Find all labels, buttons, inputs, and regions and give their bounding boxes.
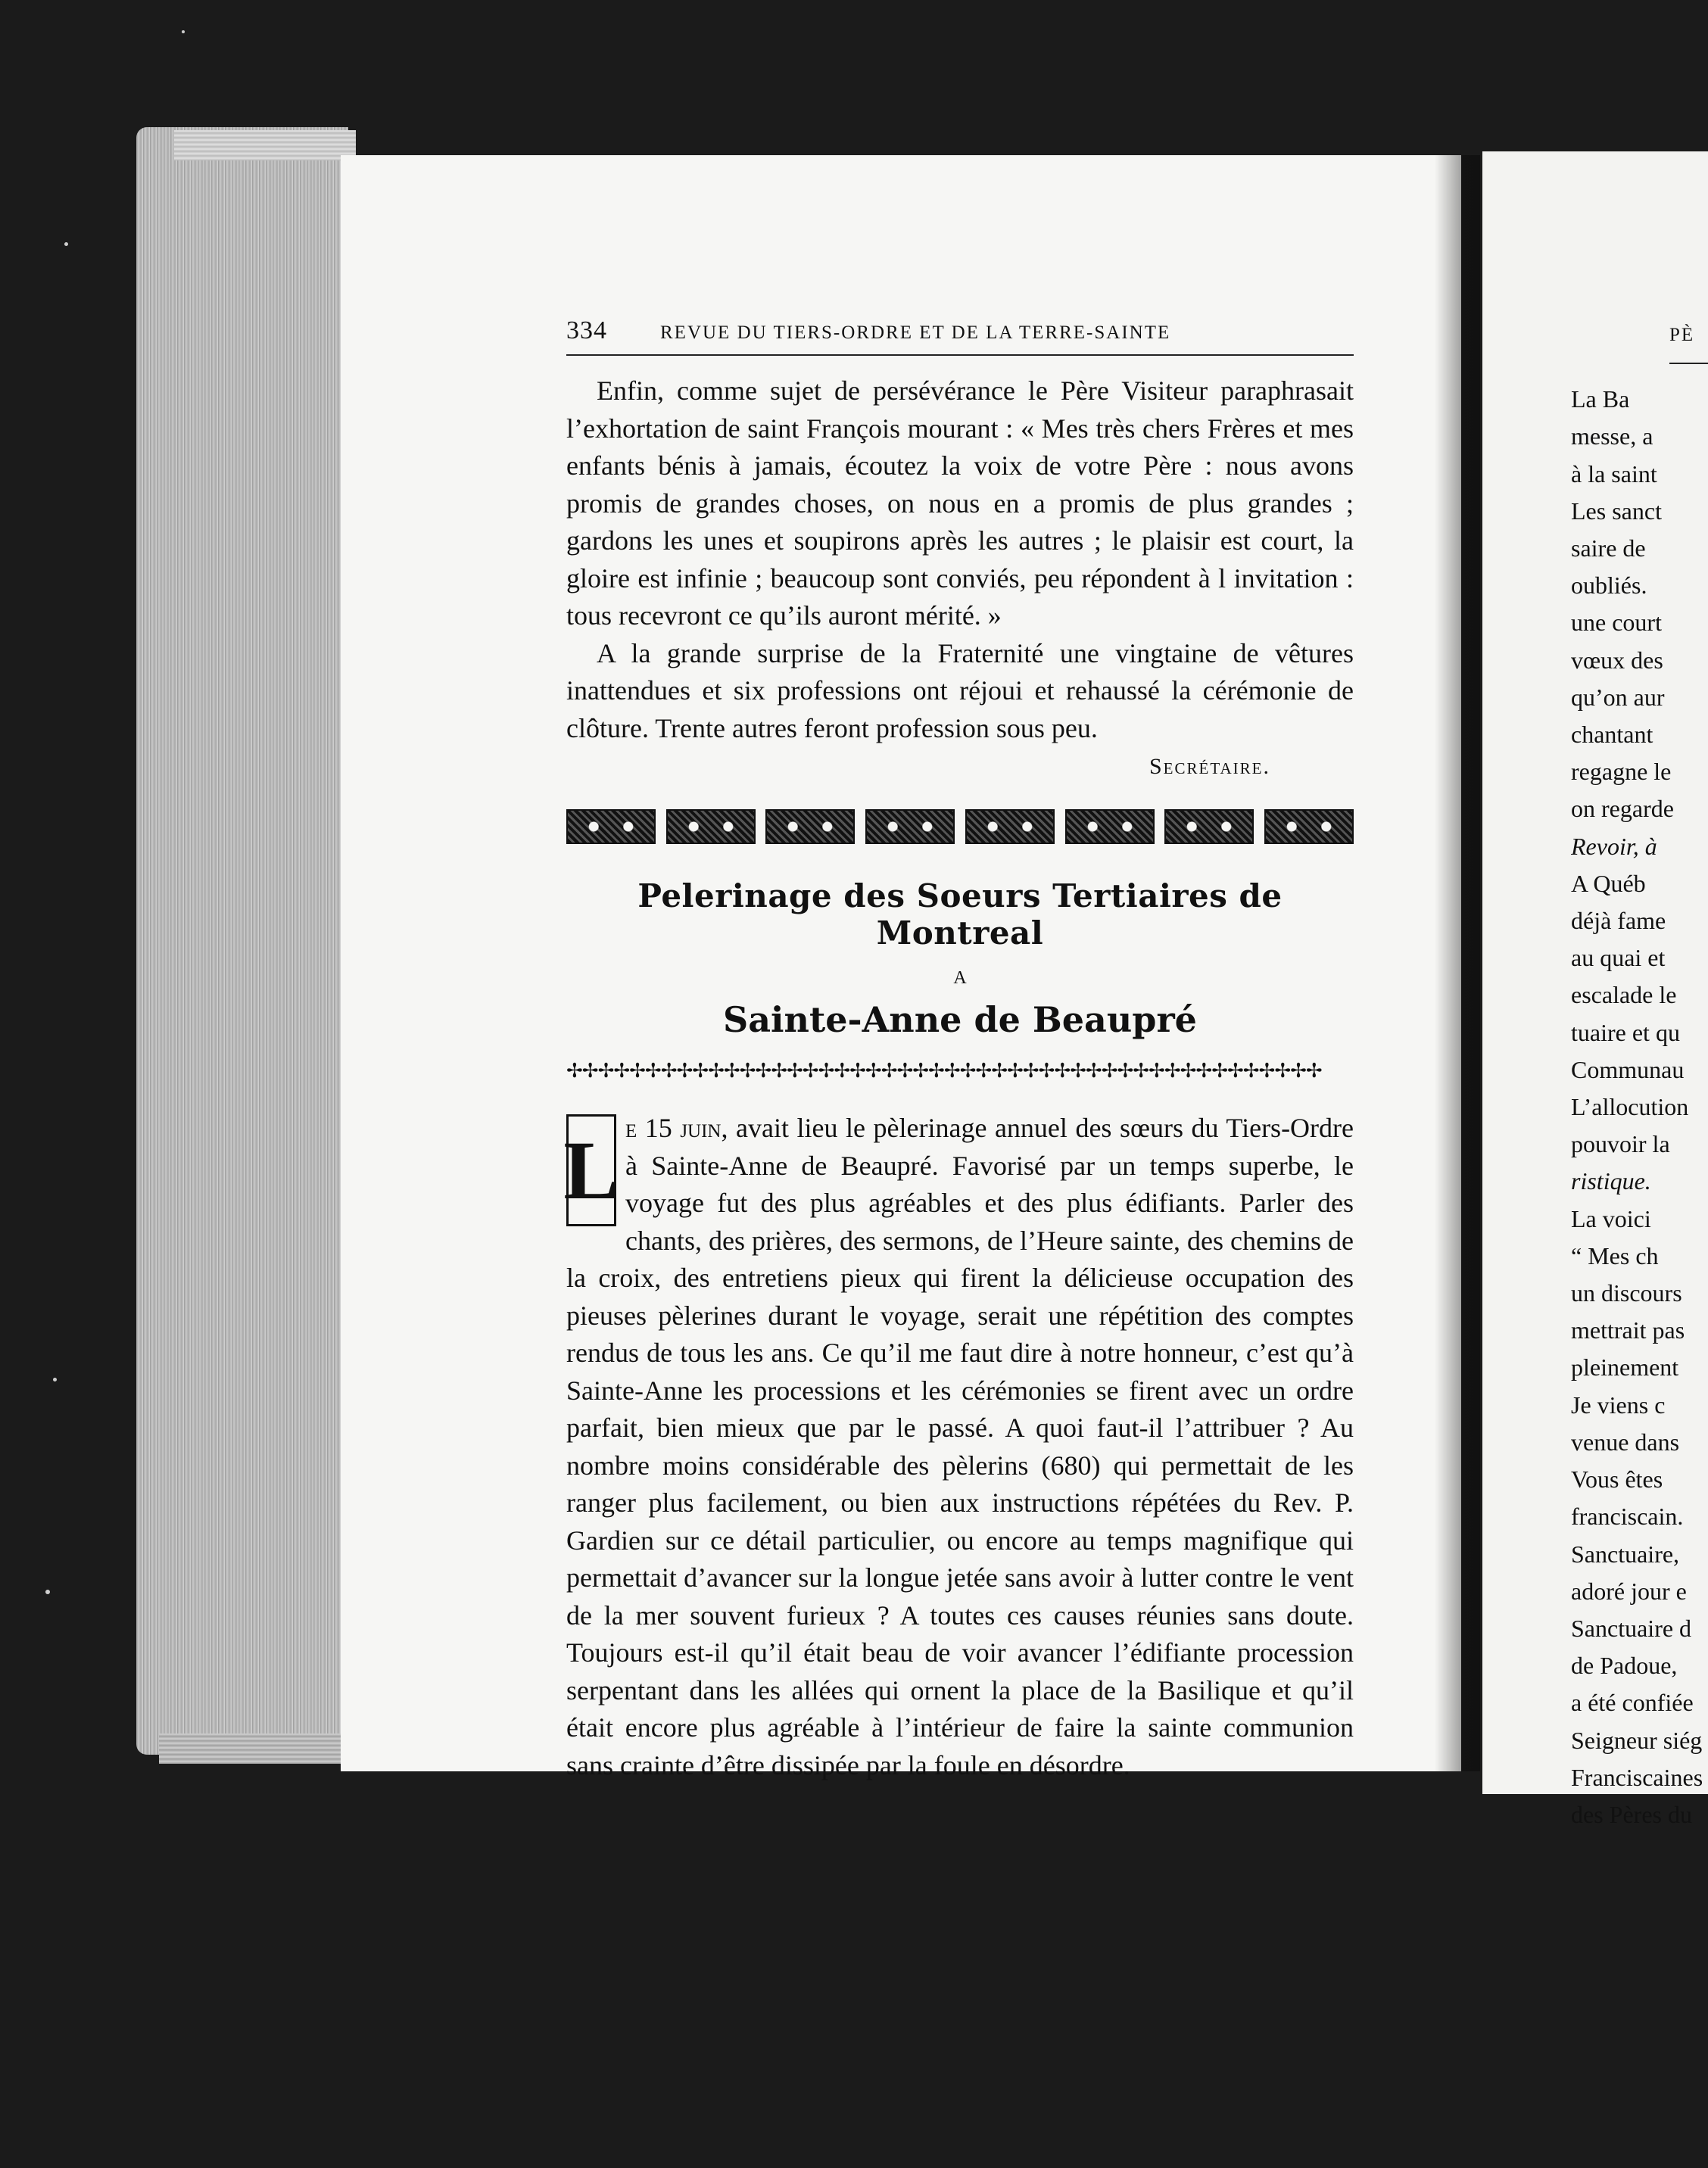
- article-connector: A: [953, 968, 967, 988]
- right-page-line: qu’on aur: [1571, 683, 1665, 711]
- ornament-tile: [865, 809, 955, 844]
- right-page-line: escalade le: [1571, 981, 1677, 1009]
- right-page-line: Communau: [1571, 1055, 1685, 1083]
- right-page-line: Sanctuaire,: [1571, 1540, 1680, 1568]
- right-page-line: franciscain.: [1571, 1503, 1684, 1531]
- right-page-line: Vous êtes: [1571, 1466, 1663, 1494]
- dust-speck: [64, 242, 68, 246]
- ornament-tile: [566, 809, 656, 844]
- article-title: Pelerinage des Soeurs Tertiaires de Montreal: [637, 877, 1283, 952]
- book-page-edges: [136, 127, 348, 1755]
- right-page-line: chantant: [1571, 721, 1653, 749]
- ornament-tile: [666, 809, 756, 844]
- right-page-line: La Ba: [1571, 385, 1630, 413]
- ornament-tile: [1264, 809, 1354, 844]
- book-page-edges-bottom: [159, 1733, 356, 1764]
- right-page-line: A Québ: [1571, 869, 1646, 897]
- signature: Secrétaire.: [1149, 754, 1270, 779]
- dust-speck: [182, 30, 185, 33]
- ornament-tile: [765, 809, 855, 844]
- right-page-line: de Padoue,: [1571, 1652, 1678, 1680]
- right-page-line: une court: [1571, 609, 1662, 637]
- right-running-head: PÈ: [1669, 316, 1708, 364]
- right-page-line: un discours: [1571, 1279, 1682, 1307]
- right-page-line: a été confiée: [1571, 1689, 1694, 1717]
- cross-ornament-rule: ✢✢✢✢✢✢✢✢✢✢✢✢✢✢✢✢✢✢✢✢✢✢✢✢✢✢✢✢✢✢✢✢✢✢✢✢✢✢✢✢✢✢✢✢✢✢✢✢: [566, 1060, 1322, 1082]
- ornament-tile: [965, 809, 1055, 844]
- article-subtitle: Sainte-Anne de Beaupré: [723, 999, 1197, 1040]
- right-page-line: La voici: [1571, 1204, 1651, 1232]
- article-opening: e 15 juin,: [625, 1113, 728, 1143]
- dust-speck: [53, 1378, 57, 1381]
- ornament-tile: [1065, 809, 1155, 844]
- right-page-line: saire de: [1571, 534, 1646, 562]
- right-page-line: regagne le: [1571, 758, 1672, 786]
- right-page-line: ristique.: [1571, 1167, 1651, 1195]
- right-page-line: au quai et: [1571, 944, 1666, 972]
- right-page-line: on regarde: [1571, 795, 1674, 823]
- right-page-line: mettrait pas: [1571, 1316, 1685, 1344]
- right-page-line: messe, a: [1571, 422, 1653, 450]
- right-page-line: Seigneur siég: [1571, 1726, 1703, 1754]
- article-body: [563, 1110, 1354, 1784]
- right-page-line: pleinement: [1571, 1353, 1679, 1381]
- ornamental-band: [566, 809, 1354, 847]
- right-page-text: [1571, 316, 1708, 1833]
- dust-speck: [45, 1590, 50, 1594]
- journal-title: REVUE DU TIERS-ORDRE ET DE LA TERRE-SAINTE: [660, 322, 1171, 343]
- right-page-line: Sanctuaire d: [1571, 1614, 1692, 1642]
- paragraph-exhortation: Enfin, comme sujet de persévérance le Père Visiteur paraphrasait l’exhortation de saint François mourant : « Mes très chers Frères et mes enfants bénis à jamais, écoutez la voix de votre Père : nous avons promis de grandes choses, on nous en a promis de plus grandes ; gardons les unes et soupirons après les autres ; le plaisir est court, la gloire est infinie ; beaucoup sont conviés, peu répondent à l invitation : tous recevront ce qu’ils auront mérité. »: [566, 375, 1354, 631]
- article-text: avait lieu le pèlerinage annuel des sœurs du Tiers-Ordre à Sainte-Anne de Beaupré. Favorisé par un temps superbe, le voyage fut des plus agréables et des plus édifiants. Parler des chants, des prières, des sermons, de l’Heure sainte, des chemins de la croix, des entretiens pieux qui firent la délicieuse occupation des pieuses pèlerines durant le voyage, serait une répétition des comptes rendus de tous les ans. Ce qu’il me faut dire à notre honneur, c’est qu’à Sainte-Anne les processions et les cérémonies se firent avec un ordre parfait, bien mieux que par le passé. A quoi faut-il l’attribuer ? Au nombre moins considérable des pèlerins (680) qui permettait de les ranger plus facilement, ou bien aux instructions répétées du Rev. P. Gardien sur ce détail particulier, ou encore au temps magnifique qui permettait d’avancer sur la longue jetée sans avoir à lutter contre le vent de la mer souvent furieux ? A toutes ces causes réunies sans doute. Toujours est-il qu’il était beau de voir avancer l’édifiante procession serpentant dans les allées qui ornent la place de la Basilique et qu’il était encore plus agréable à l’intérieur de faire la sainte communion sans crainte d’être dissipée par la foule en désordre.: [566, 1113, 1354, 1780]
- page-number: 334: [566, 316, 607, 344]
- right-page-line: à la saint: [1571, 459, 1657, 487]
- book-gutter-shadow: [1435, 155, 1480, 1771]
- right-page-line: des Pères du: [1571, 1800, 1692, 1828]
- right-page-line: Les sanct: [1571, 497, 1662, 525]
- right-page-line: “ Mes ch: [1571, 1241, 1659, 1269]
- running-head: [566, 316, 1354, 356]
- left-page-text: [563, 316, 1354, 1784]
- right-page-line: Revoir, à: [1571, 832, 1657, 860]
- book-page-edges-top: [174, 130, 356, 160]
- article-paragraph: [566, 1110, 1354, 1784]
- right-page-line: adoré jour e: [1571, 1577, 1687, 1605]
- right-page-line: vœux des: [1571, 646, 1663, 674]
- paragraph-ceremony: A la grande surprise de la Fraternité une vingtaine de vêtures inattendues et six professions ont réjoui et rehaussé la cérémonie de clôture. Trente autres feront profession sous peu.: [566, 637, 1354, 743]
- right-page-line: tuaire et qu: [1571, 1018, 1680, 1046]
- right-page-line: Franciscaines: [1571, 1763, 1703, 1791]
- right-page-line: Je viens c: [1571, 1391, 1666, 1419]
- right-page-lines: [1571, 381, 1708, 1833]
- drop-cap: L: [566, 1114, 616, 1226]
- right-page-line: venue dans: [1571, 1428, 1680, 1456]
- right-page-line: L’allocution: [1571, 1093, 1689, 1121]
- right-page-line: pouvoir la: [1571, 1130, 1670, 1158]
- right-page-line: oubliés.: [1571, 572, 1647, 600]
- right-page-line: déjà fame: [1571, 907, 1666, 935]
- ornament-tile: [1164, 809, 1254, 844]
